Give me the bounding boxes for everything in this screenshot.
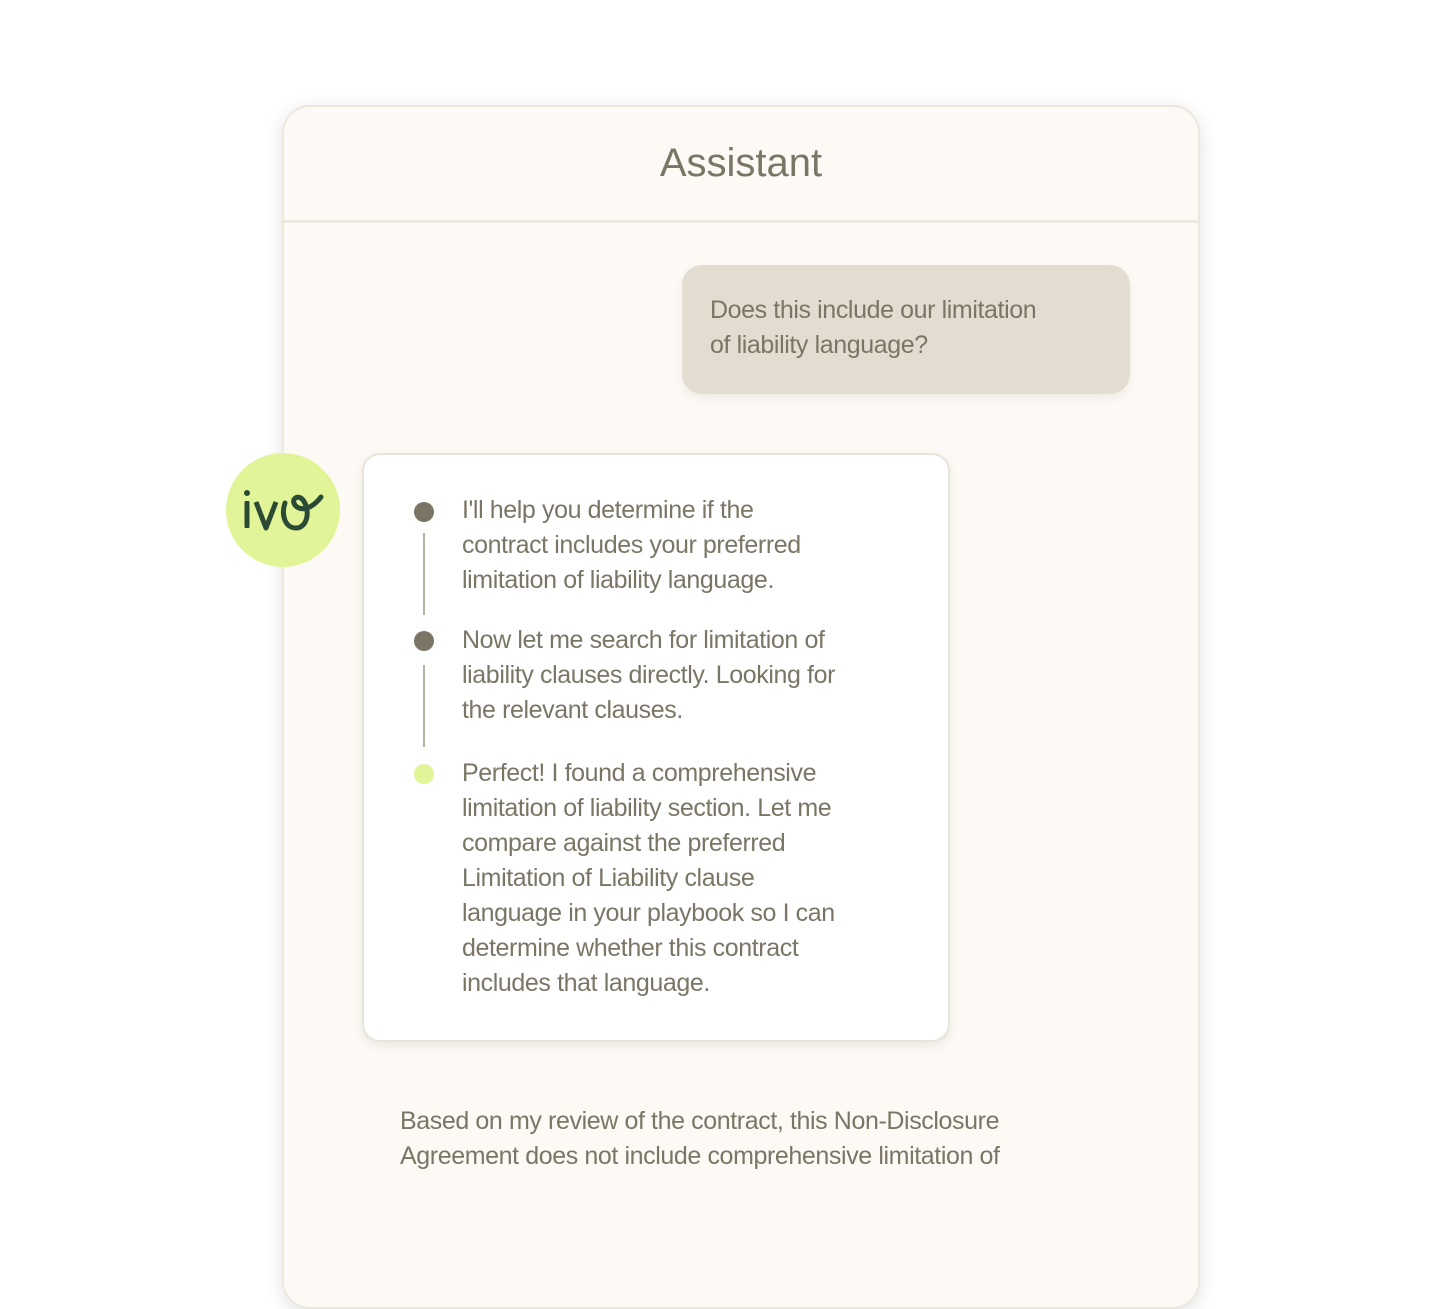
answer-line: Based on my review of the contract, this Non-Disclosure	[400, 1107, 1000, 1135]
ivo-avatar-logo-icon	[226, 453, 340, 567]
assistant-final-answer	[400, 1104, 1000, 1174]
step-line: determine whether this contract	[462, 934, 799, 962]
step-line: language in your playbook so I can	[462, 899, 835, 927]
step-line: I'll help you determine if the	[462, 496, 754, 524]
panel-title: Assistant	[659, 141, 823, 185]
step-done-dot-icon	[414, 502, 434, 522]
step-line: Now let me search for limitation of	[462, 626, 825, 654]
step-item	[462, 623, 835, 728]
user-message-line: Does this include our limitation	[710, 296, 1037, 324]
step-item	[462, 493, 801, 598]
step-line: contract includes your preferred	[462, 531, 801, 559]
step-line: limitation of liability section. Let me	[462, 794, 832, 822]
step-line: limitation of liability language.	[462, 566, 774, 594]
user-message-bubble	[682, 265, 1130, 394]
timeline-connector	[423, 533, 425, 615]
step-done-dot-icon	[414, 631, 434, 651]
step-line: liability clauses directly. Looking for	[462, 661, 835, 689]
user-message-line: of liability language?	[710, 331, 928, 359]
answer-line: Agreement does not include comprehensive limitation of	[400, 1142, 1000, 1170]
step-active-dot-icon	[414, 764, 434, 784]
timeline-connector	[423, 665, 425, 747]
panel-header	[284, 107, 1198, 223]
step-item	[462, 756, 835, 1001]
step-line: compare against the preferred	[462, 829, 786, 857]
step-line: the relevant clauses.	[462, 696, 683, 724]
step-line: Perfect! I found a comprehensive	[462, 759, 817, 787]
step-line: includes that language.	[462, 969, 710, 997]
step-line: Limitation of Liability clause	[462, 864, 755, 892]
assistant-steps-card	[362, 453, 950, 1042]
